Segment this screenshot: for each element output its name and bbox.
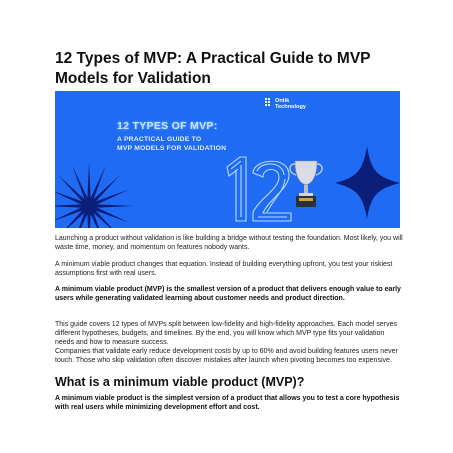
guide-overview-paragraph: This guide covers 12 types of MVPs split between low-fidelity and high-fidelity approaches. Each model serves different hypotheses, budgets, and timelines. By the end, you will know which MVP type fits your validation needs and how to measure success.: [55, 321, 398, 347]
section-definition-paragraph: A minimum viable product is the simplest version of a product that allows you to test a core hypothesis with real users while minimizing development effort and cost.: [55, 395, 400, 412]
page-title: 12 Types of MVP: A Practical Guide to MVP Models for Validation: [55, 50, 371, 87]
sunburst-icon: [55, 162, 133, 228]
brand-logo-icon: [265, 98, 270, 106]
hero-subtitle-line-1: A PRACTICAL GUIDE TO: [117, 136, 202, 143]
mvp-paragraph: A minimum viable product changes that equation. Instead of building everything upfront, you test your riskiest assumptions first with real users.: [55, 261, 393, 278]
intro-paragraph: Launching a product without validation is like building a bridge without testing the foundation. Most likely, you will waste time, money, and momentum on features nobody wants.: [55, 235, 403, 252]
validation-benefits-paragraph: Companies that validate early reduce development costs by up to 60% and avoid building features users never touch. Those who skip validation often discover mistakes after launch when pivoting becomes too expensive.: [55, 348, 398, 365]
definition-paragraph: A minimum viable product (MVP) is the smallest version of a product that delivers enough value to early users while generating validated learning about customer needs and product direction.: [55, 286, 401, 303]
hero-artwork: [55, 91, 400, 228]
brand-line-1: Ontik: [275, 98, 290, 104]
trophy-icon: [290, 161, 322, 207]
brand-name: [275, 98, 306, 110]
hero-headline: 12 TYPES OF MVP:: [117, 120, 218, 132]
four-point-star-icon: [335, 146, 400, 219]
hero-subtitle-line-2: MVP MODELS FOR VALIDATION: [117, 145, 227, 152]
section-heading: What is a minimum viable product (MVP)?: [55, 375, 305, 389]
brand-line-2: Technology: [275, 104, 306, 110]
hero-banner: [55, 91, 400, 228]
big-number-12: [227, 157, 291, 221]
